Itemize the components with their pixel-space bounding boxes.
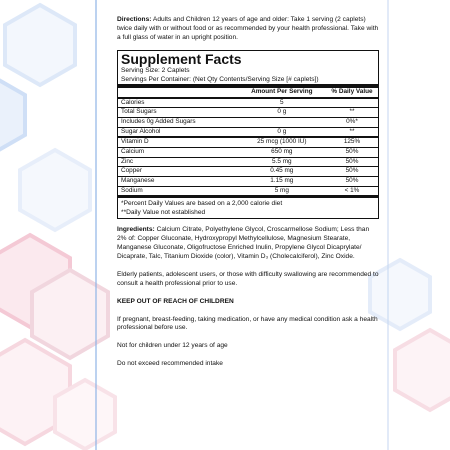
table-row <box>118 148 378 158</box>
nutrient-amount: 5.5 mg <box>272 157 292 165</box>
nutrient-amount: 25 mcg (1000 IU) <box>257 138 307 146</box>
nutrient-dv <box>326 98 378 108</box>
nutrient-dv: 50% <box>345 157 359 165</box>
warning-keep-out-of-reach: KEEP OUT OF REACH OF CHILDREN <box>117 297 234 305</box>
nutrient-amount: 5 mg <box>274 186 289 194</box>
nutrient-name: Vitamin D <box>121 138 149 146</box>
footnotes <box>118 198 378 218</box>
warning-not-for-children: Not for children under 12 years of age <box>117 342 228 350</box>
nutrient-dv: ** <box>349 127 355 135</box>
table-row <box>118 176 378 186</box>
supplement-facts-panel <box>117 50 379 220</box>
serving-size: Serving Size: 2 Caplets <box>121 67 190 75</box>
hexagon-shape <box>55 380 115 449</box>
table-row <box>118 137 378 147</box>
nutrient-amount: 0.45 mg <box>270 167 294 175</box>
warning-elderly: Elderly patients, adolescent users, or those with difficulty swallowing are recommended to consult a health professional prior to use. <box>117 270 379 287</box>
nutrient-name: Sodium <box>121 186 143 194</box>
product-label-panel <box>117 16 379 376</box>
footnote-not-established: **Daily Value not established <box>121 208 206 216</box>
nutrient-dv: 50% <box>345 148 359 156</box>
warning-do-not-exceed: Do not exceed recommended intake <box>117 360 223 368</box>
table-row <box>118 157 378 167</box>
table-row <box>118 118 378 128</box>
nutrient-name: Includes 0g Added Sugars <box>121 118 196 126</box>
nutrient-name: Calcium <box>121 148 145 156</box>
hexagon-shape <box>20 150 90 230</box>
table-row <box>118 108 378 118</box>
footnote-daily-values: *Percent Daily Values are based on a 2,000 calorie diet <box>121 200 283 208</box>
table-row <box>118 98 378 108</box>
nutrient-name: Manganese <box>121 176 155 184</box>
warning-pregnant: If pregnant, breast-feeding, taking medication, or have any medical condition ask a health professional before use. <box>117 315 378 332</box>
table-row <box>118 167 378 177</box>
nutrient-amount: 5 <box>280 98 284 106</box>
directions-paragraph <box>117 16 379 43</box>
hexagon-shape <box>0 75 25 155</box>
servings-per-container: Servings Per Container: (Net Qty Contents/Serving Size [# caplets]) <box>118 76 378 89</box>
nutrient-amount: 0 g <box>277 108 287 116</box>
nutrient-dv: 0%* <box>346 118 358 126</box>
nutrient-amount: 650 mg <box>271 148 293 156</box>
nutrient-dv: < 1% <box>344 186 360 194</box>
nutrient-name: Total Sugars <box>121 108 157 116</box>
nutrient-dv: ** <box>349 108 355 116</box>
table-row <box>118 186 378 197</box>
nutrient-name: Calories <box>121 98 145 106</box>
nutrient-dv: 50% <box>345 176 359 184</box>
nutrient-name: Sugar Alcohol <box>121 127 161 135</box>
ingredients-text: Calcium Citrate, Polyethylene Glycol, Croscarmellose Sodium; Less than 2% of: Copper Gluconate, Hydroxypropyl Methylcellulose, Magnesium Stearate, Manganese Gluconate, Oligofructose Enriched Inulin, Propylene Glycol Dicaprylate/ Dicaprate, Talc, Titanium Dioxide (color), Vitamin D₃ (Cholecalciferol), Zinc Oxide. <box>117 226 370 261</box>
nutrient-dv: 50% <box>345 167 359 175</box>
nutrient-dv: 125% <box>343 138 361 146</box>
table-row <box>118 127 378 137</box>
amount-per-serving-header: Amount Per Serving <box>251 88 313 96</box>
nutrient-name: Copper <box>121 167 142 175</box>
table-header-row <box>118 88 378 98</box>
directions-text: Adults and Children 12 years of age and older: Take 1 serving (2 caplets) twice daily with or without food or as recommended by your health professional. Take with a full glass of water in an upright position. <box>117 16 379 41</box>
nutrient-amount: 1.15 mg <box>270 176 294 184</box>
hexagon-shape <box>395 330 450 410</box>
supplement-facts-title: Supplement Facts <box>121 50 242 67</box>
ingredients-label: Ingredients: <box>117 226 155 234</box>
daily-value-header: % Daily Value <box>331 88 373 96</box>
hexagon-shape <box>5 5 75 85</box>
nutrient-amount: 0 g <box>277 127 287 135</box>
nutrient-name: Zinc <box>121 157 134 165</box>
nutrient-amount <box>238 118 326 128</box>
directions-label: Directions: <box>117 16 152 23</box>
ingredients-paragraph <box>117 226 379 262</box>
hexagon-shape <box>370 260 430 329</box>
supplement-facts-table <box>118 88 378 198</box>
